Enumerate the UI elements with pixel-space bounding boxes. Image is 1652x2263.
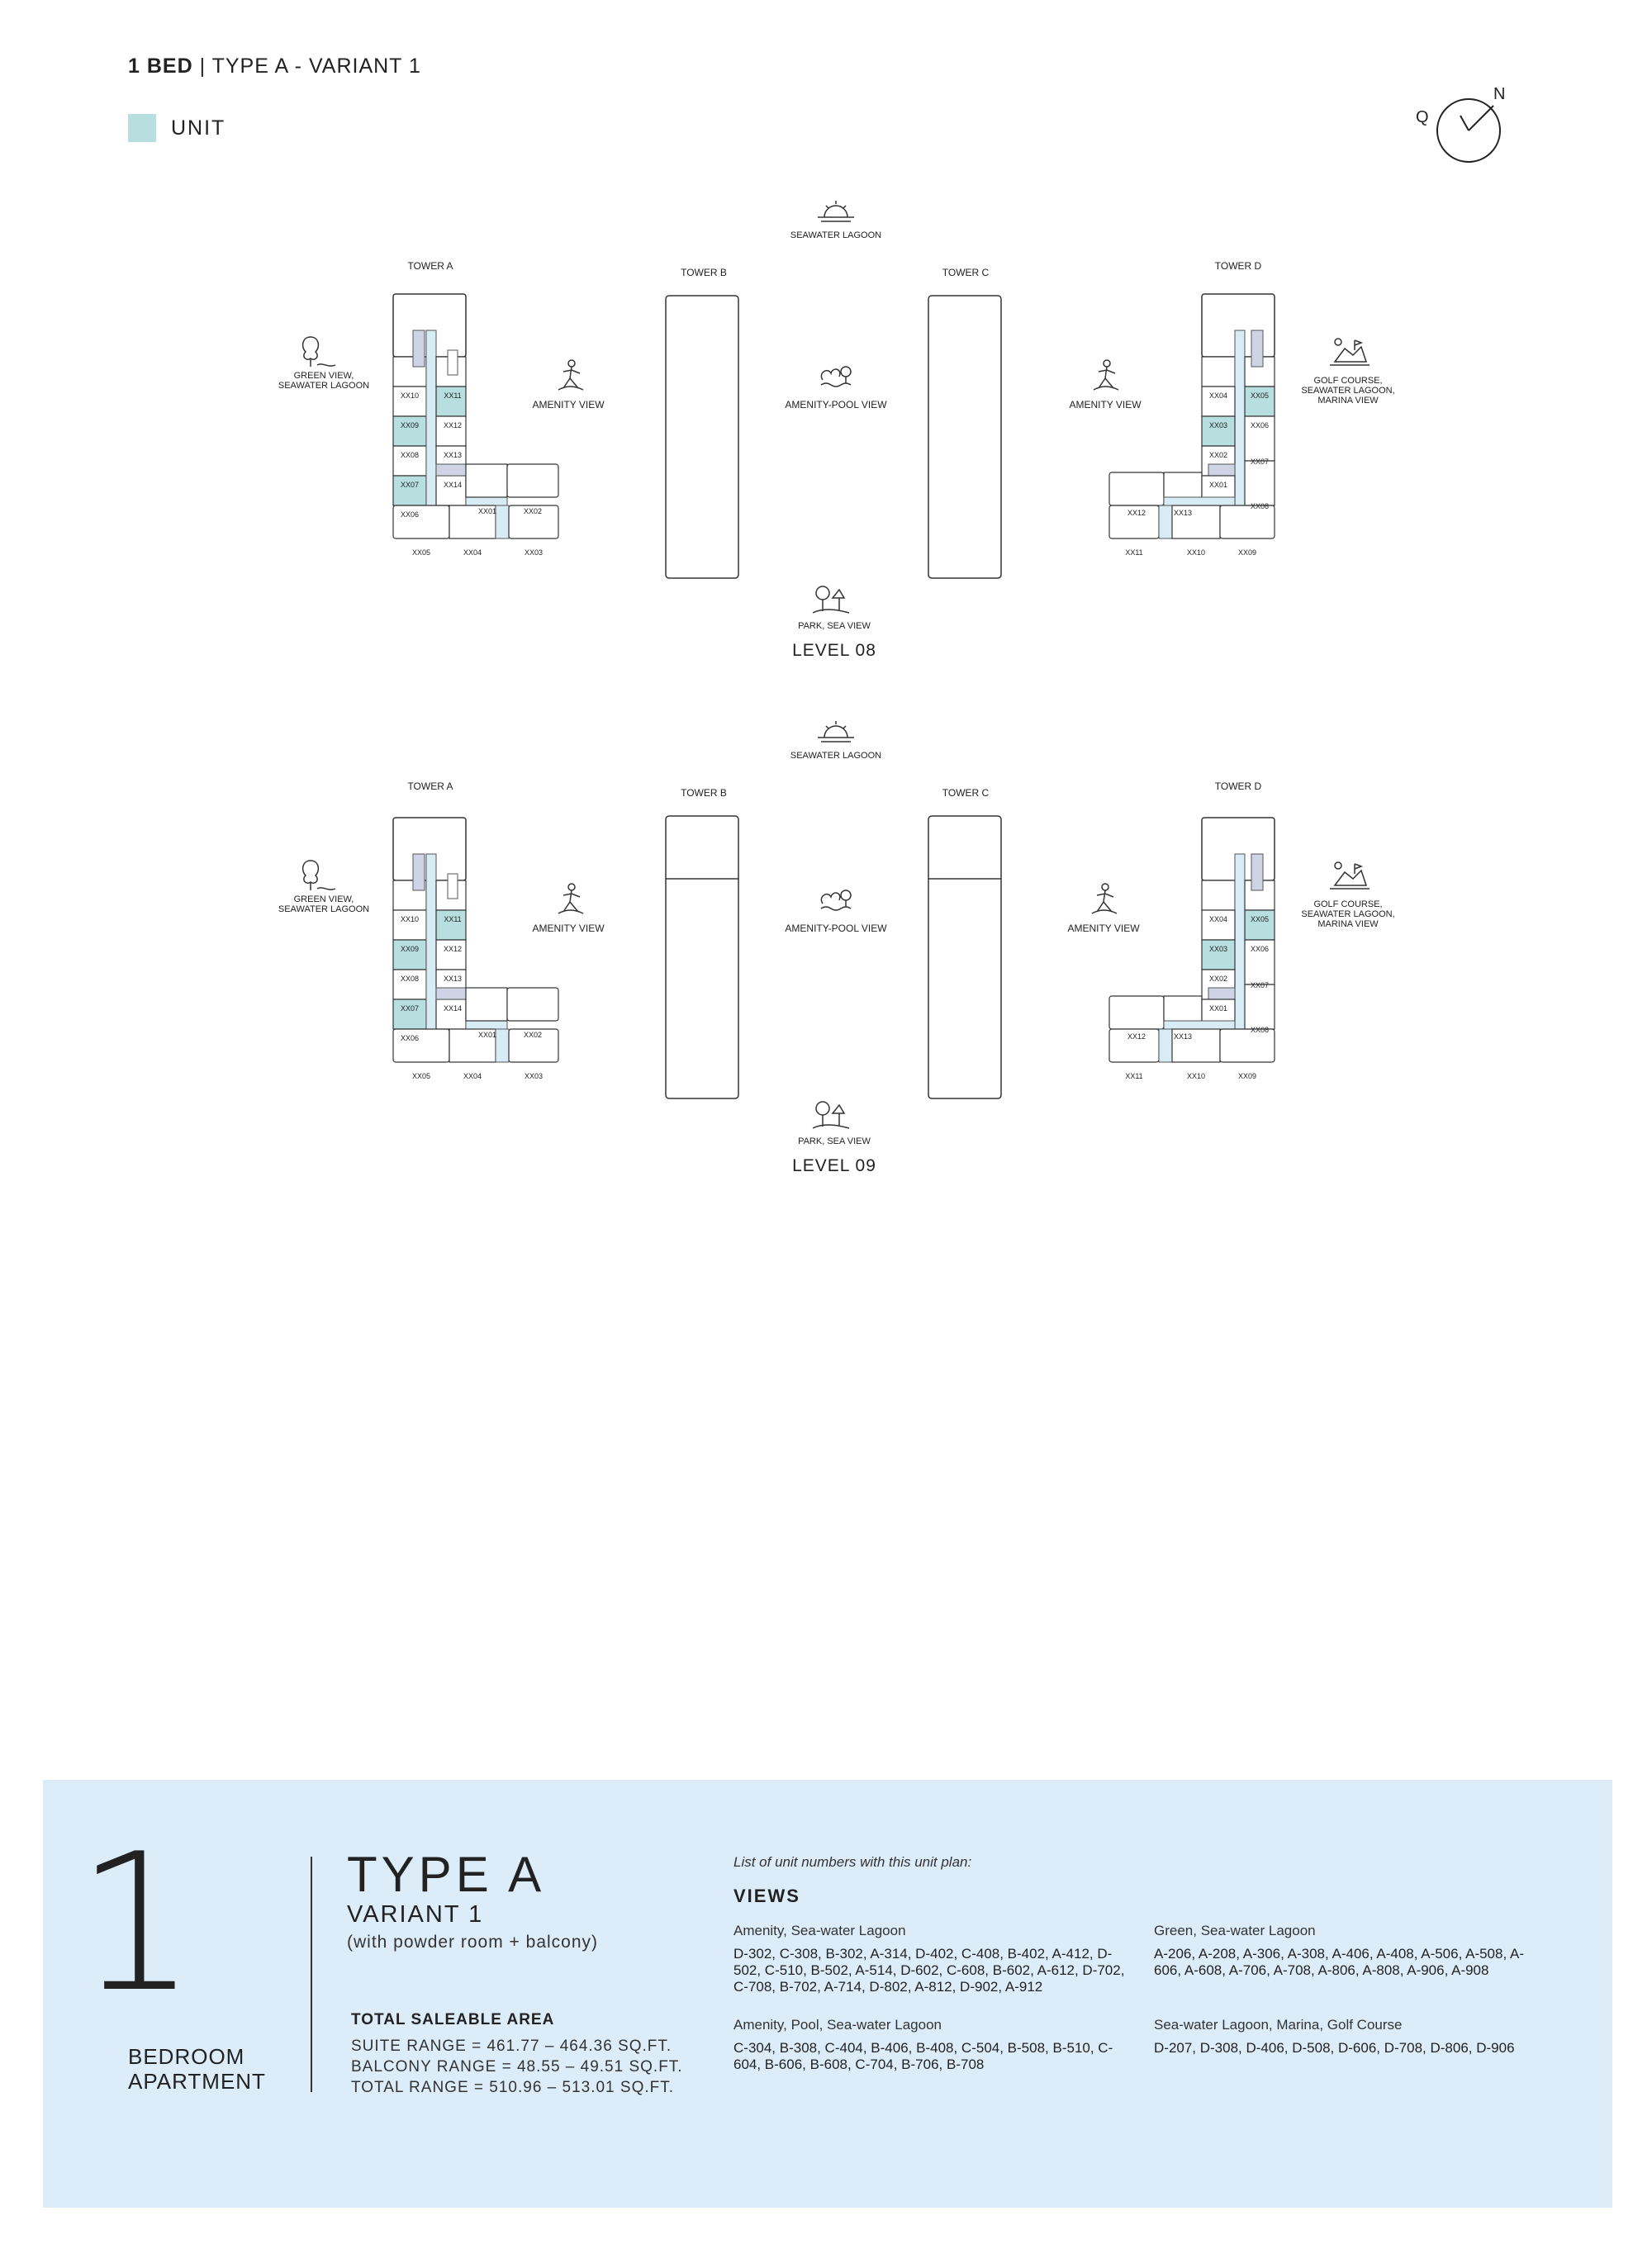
unit-label: XX13: [443, 975, 463, 983]
view-group-name: Amenity, Pool, Sea-water Lagoon: [733, 2017, 942, 2033]
green-view-label: GREEN VIEW,: [293, 371, 354, 381]
golf-view-label: MARINA VIEW: [1317, 396, 1379, 406]
suite-range: SUITE RANGE = 461.77 – 464.36 SQ.FT.: [351, 2038, 672, 2055]
variant-label: VARIANT 1: [347, 1901, 484, 1928]
tower-c-outline: [928, 816, 1001, 1098]
view-group-units: C-304, B-308, C-404, B-406, B-408, C-504, B-508, B-510, C-604, B-606, B-608, C-704, B-706, B-708: [733, 2040, 1113, 2072]
unit-label: XX01: [1208, 1004, 1228, 1013]
bottom-view-label: PARK, SEA VIEW: [798, 621, 871, 631]
unit-label: XX06: [400, 1034, 420, 1042]
unit-label: XX12: [1127, 1032, 1146, 1041]
green-view-label: SEAWATER LAGOON: [278, 904, 370, 914]
tower-a-plan: [393, 294, 558, 538]
unit-label: XX02: [1208, 975, 1228, 983]
area-heading: TOTAL SALEABLE AREA: [351, 2011, 555, 2028]
unit-list-intro: List of unit numbers with this unit plan:: [733, 1854, 972, 1870]
unit-label: XX12: [443, 945, 463, 953]
unit-label: XX06: [1250, 421, 1270, 429]
amenity-view-label: AMENITY VIEW: [532, 399, 605, 410]
unit-label: XX02: [523, 507, 543, 515]
unit-label: XX13: [443, 451, 463, 459]
golf-view-label: GOLF COURSE,: [1313, 376, 1383, 386]
tower-b-outline: [666, 296, 738, 578]
view-group-name: Green, Sea-water Lagoon: [1154, 1923, 1316, 1938]
amenity-pool-view-label: AMENITY-POOL VIEW: [785, 923, 887, 934]
unit-label: XX13: [1173, 509, 1193, 517]
level-09-plan: [278, 721, 1395, 1175]
view-group-units: D-207, D-308, D-406, D-508, D-606, D-708, D-806, D-906: [1154, 2040, 1515, 2056]
unit-label: XX10: [1186, 548, 1206, 557]
unit-label: XX13: [1173, 1032, 1193, 1041]
tower-d-label: TOWER D: [1214, 780, 1262, 792]
unit-label: XX02: [1208, 451, 1228, 459]
golf-icon: [1330, 339, 1370, 365]
top-view-label: SEAWATER LAGOON: [790, 230, 882, 240]
unit-label: XX03: [1208, 945, 1228, 953]
view-group-name: Amenity, Sea-water Lagoon: [733, 1923, 906, 1938]
unit-label: XX03: [524, 1072, 544, 1080]
unit-label: XX01: [1208, 481, 1228, 489]
type-title: TYPE A: [347, 1847, 546, 1902]
view-group: [1154, 2017, 1550, 2057]
unit-label: XX11: [444, 915, 462, 923]
views-heading: VIEWS: [733, 1886, 800, 1906]
unit-label: XX07: [400, 481, 420, 489]
pool-icon: [821, 367, 851, 387]
apartment-line: APARTMENT: [128, 2069, 266, 2094]
unit-label: XX07: [1250, 458, 1270, 466]
unit-label: XX06: [1250, 945, 1270, 953]
amenity-icon: [558, 360, 583, 390]
compass-n: N: [1493, 85, 1506, 103]
unit-label: XX05: [411, 548, 431, 557]
unit-label: XX03: [524, 548, 544, 557]
tree-icon: [303, 337, 335, 367]
unit-label: XX14: [443, 481, 463, 489]
tower-b-label: TOWER B: [681, 787, 727, 799]
tower-c-label: TOWER C: [942, 267, 990, 278]
level-08-plan: [278, 201, 1395, 660]
amenity-icon: [1094, 360, 1118, 390]
unit-label: XX01: [477, 1031, 497, 1039]
view-group-units: D-302, C-308, B-302, A-314, D-402, C-408, B-402, A-412, D-502, C-510, B-502, A-514, D-602, C-608, B-602, A-612, D-702, C-708, B-702, A-714, D-802, A-812, D-902, A-912: [733, 1946, 1125, 1995]
unit-label: XX03: [1208, 421, 1228, 429]
saleable-area: [351, 2011, 683, 2098]
total-range: TOTAL RANGE = 510.96 – 513.01 SQ.FT.: [351, 2079, 675, 2096]
tower-b-label: TOWER B: [681, 267, 727, 278]
divider: [311, 1857, 312, 2092]
top-view-label: SEAWATER LAGOON: [790, 751, 882, 761]
view-group: [1154, 1923, 1550, 1979]
view-group: [733, 2017, 1130, 2073]
title-type: | TYPE A - VARIANT 1: [199, 55, 421, 78]
park-icon: [813, 586, 849, 613]
unit-label: XX11: [444, 391, 462, 400]
pool-icon: [821, 890, 851, 910]
green-view-label: SEAWATER LAGOON: [278, 381, 370, 391]
unit-label: XX05: [411, 1072, 431, 1080]
unit-label: XX11: [1125, 548, 1143, 557]
view-group-name: Sea-water Lagoon, Marina, Golf Course: [1154, 2017, 1403, 2033]
site-plan: [0, 182, 1652, 1206]
compass-icon: [1411, 83, 1510, 173]
bedroom-line: BEDROOM: [128, 2044, 245, 2069]
bedroom-label: [128, 2044, 266, 2094]
tower-c-label: TOWER C: [942, 787, 990, 799]
amenity-view-label: AMENITY VIEW: [532, 923, 605, 934]
bedroom-count: 1: [76, 1814, 197, 2034]
title-bed: 1 BED: [128, 55, 193, 78]
unit-label: XX08: [1250, 1026, 1270, 1034]
amenity-pool-view-label: AMENITY-POOL VIEW: [785, 399, 887, 410]
golf-view-label: MARINA VIEW: [1317, 919, 1379, 929]
unit-label: XX10: [400, 391, 420, 400]
amenity-icon: [558, 884, 583, 913]
unit-label: XX09: [1237, 548, 1257, 557]
unit-label: XX09: [400, 945, 420, 953]
legend-swatch: [128, 114, 156, 142]
unit-label: XX12: [443, 421, 463, 429]
unit-label: XX04: [1208, 391, 1228, 400]
sunset-icon: [818, 721, 854, 742]
amenity-view-label: AMENITY VIEW: [1067, 923, 1140, 934]
tower-a-label: TOWER A: [407, 780, 453, 792]
unit-label: XX02: [523, 1031, 543, 1039]
view-group-units: A-206, A-208, A-306, A-308, A-406, A-408, A-506, A-508, A-606, A-608, A-706, A-708, A-806, A-808, A-906, A-908: [1154, 1946, 1524, 1978]
unit-label: XX11: [1125, 1072, 1143, 1080]
unit-label: XX07: [400, 1004, 420, 1013]
unit-label: XX09: [400, 421, 420, 429]
unit-label: XX01: [477, 507, 497, 515]
unit-label: XX08: [1250, 502, 1270, 510]
golf-view-label: SEAWATER LAGOON,: [1301, 386, 1395, 396]
unit-label: XX12: [1127, 509, 1146, 517]
unit-label: XX10: [400, 915, 420, 923]
unit-label: XX06: [400, 510, 420, 519]
unit-label: XX08: [400, 451, 420, 459]
golf-view-label: SEAWATER LAGOON,: [1301, 909, 1395, 919]
unit-label: XX05: [1250, 391, 1270, 400]
level-label: LEVEL 08: [792, 641, 876, 660]
unit-label: XX08: [400, 975, 420, 983]
green-view-label: GREEN VIEW,: [293, 894, 354, 904]
balcony-range: BALCONY RANGE = 48.55 – 49.51 SQ.FT.: [351, 2058, 683, 2076]
unit-label: XX05: [1250, 915, 1270, 923]
unit-label: XX14: [443, 1004, 463, 1013]
unit-label: XX09: [1237, 1072, 1257, 1080]
compass-q: Q: [1416, 108, 1429, 126]
page-title: [128, 55, 421, 78]
unit-label: XX04: [463, 548, 482, 557]
variant-subtitle: (with powder room + balcony): [347, 1933, 599, 1952]
golf-icon: [1330, 862, 1370, 889]
view-group: [733, 1923, 1130, 1995]
unit-label: XX04: [1208, 915, 1228, 923]
park-icon: [813, 1102, 849, 1128]
tree-icon: [303, 861, 335, 890]
sunset-icon: [818, 201, 854, 221]
golf-view-label: GOLF COURSE,: [1313, 899, 1383, 909]
unit-label: XX07: [1250, 981, 1270, 989]
tower-d-label: TOWER D: [1214, 260, 1262, 272]
legend: [128, 114, 225, 142]
unit-label: XX10: [1186, 1072, 1206, 1080]
bottom-view-label: PARK, SEA VIEW: [798, 1136, 871, 1146]
unit-label: XX04: [463, 1072, 482, 1080]
tower-a-label: TOWER A: [407, 260, 453, 272]
level-label: LEVEL 09: [792, 1156, 876, 1175]
tower-a-plan: [393, 818, 558, 1062]
legend-label: UNIT: [171, 116, 226, 140]
amenity-icon: [1092, 884, 1117, 913]
tower-c-outline: [928, 296, 1001, 578]
amenity-view-label: AMENITY VIEW: [1069, 399, 1142, 410]
tower-b-outline: [666, 816, 738, 1098]
